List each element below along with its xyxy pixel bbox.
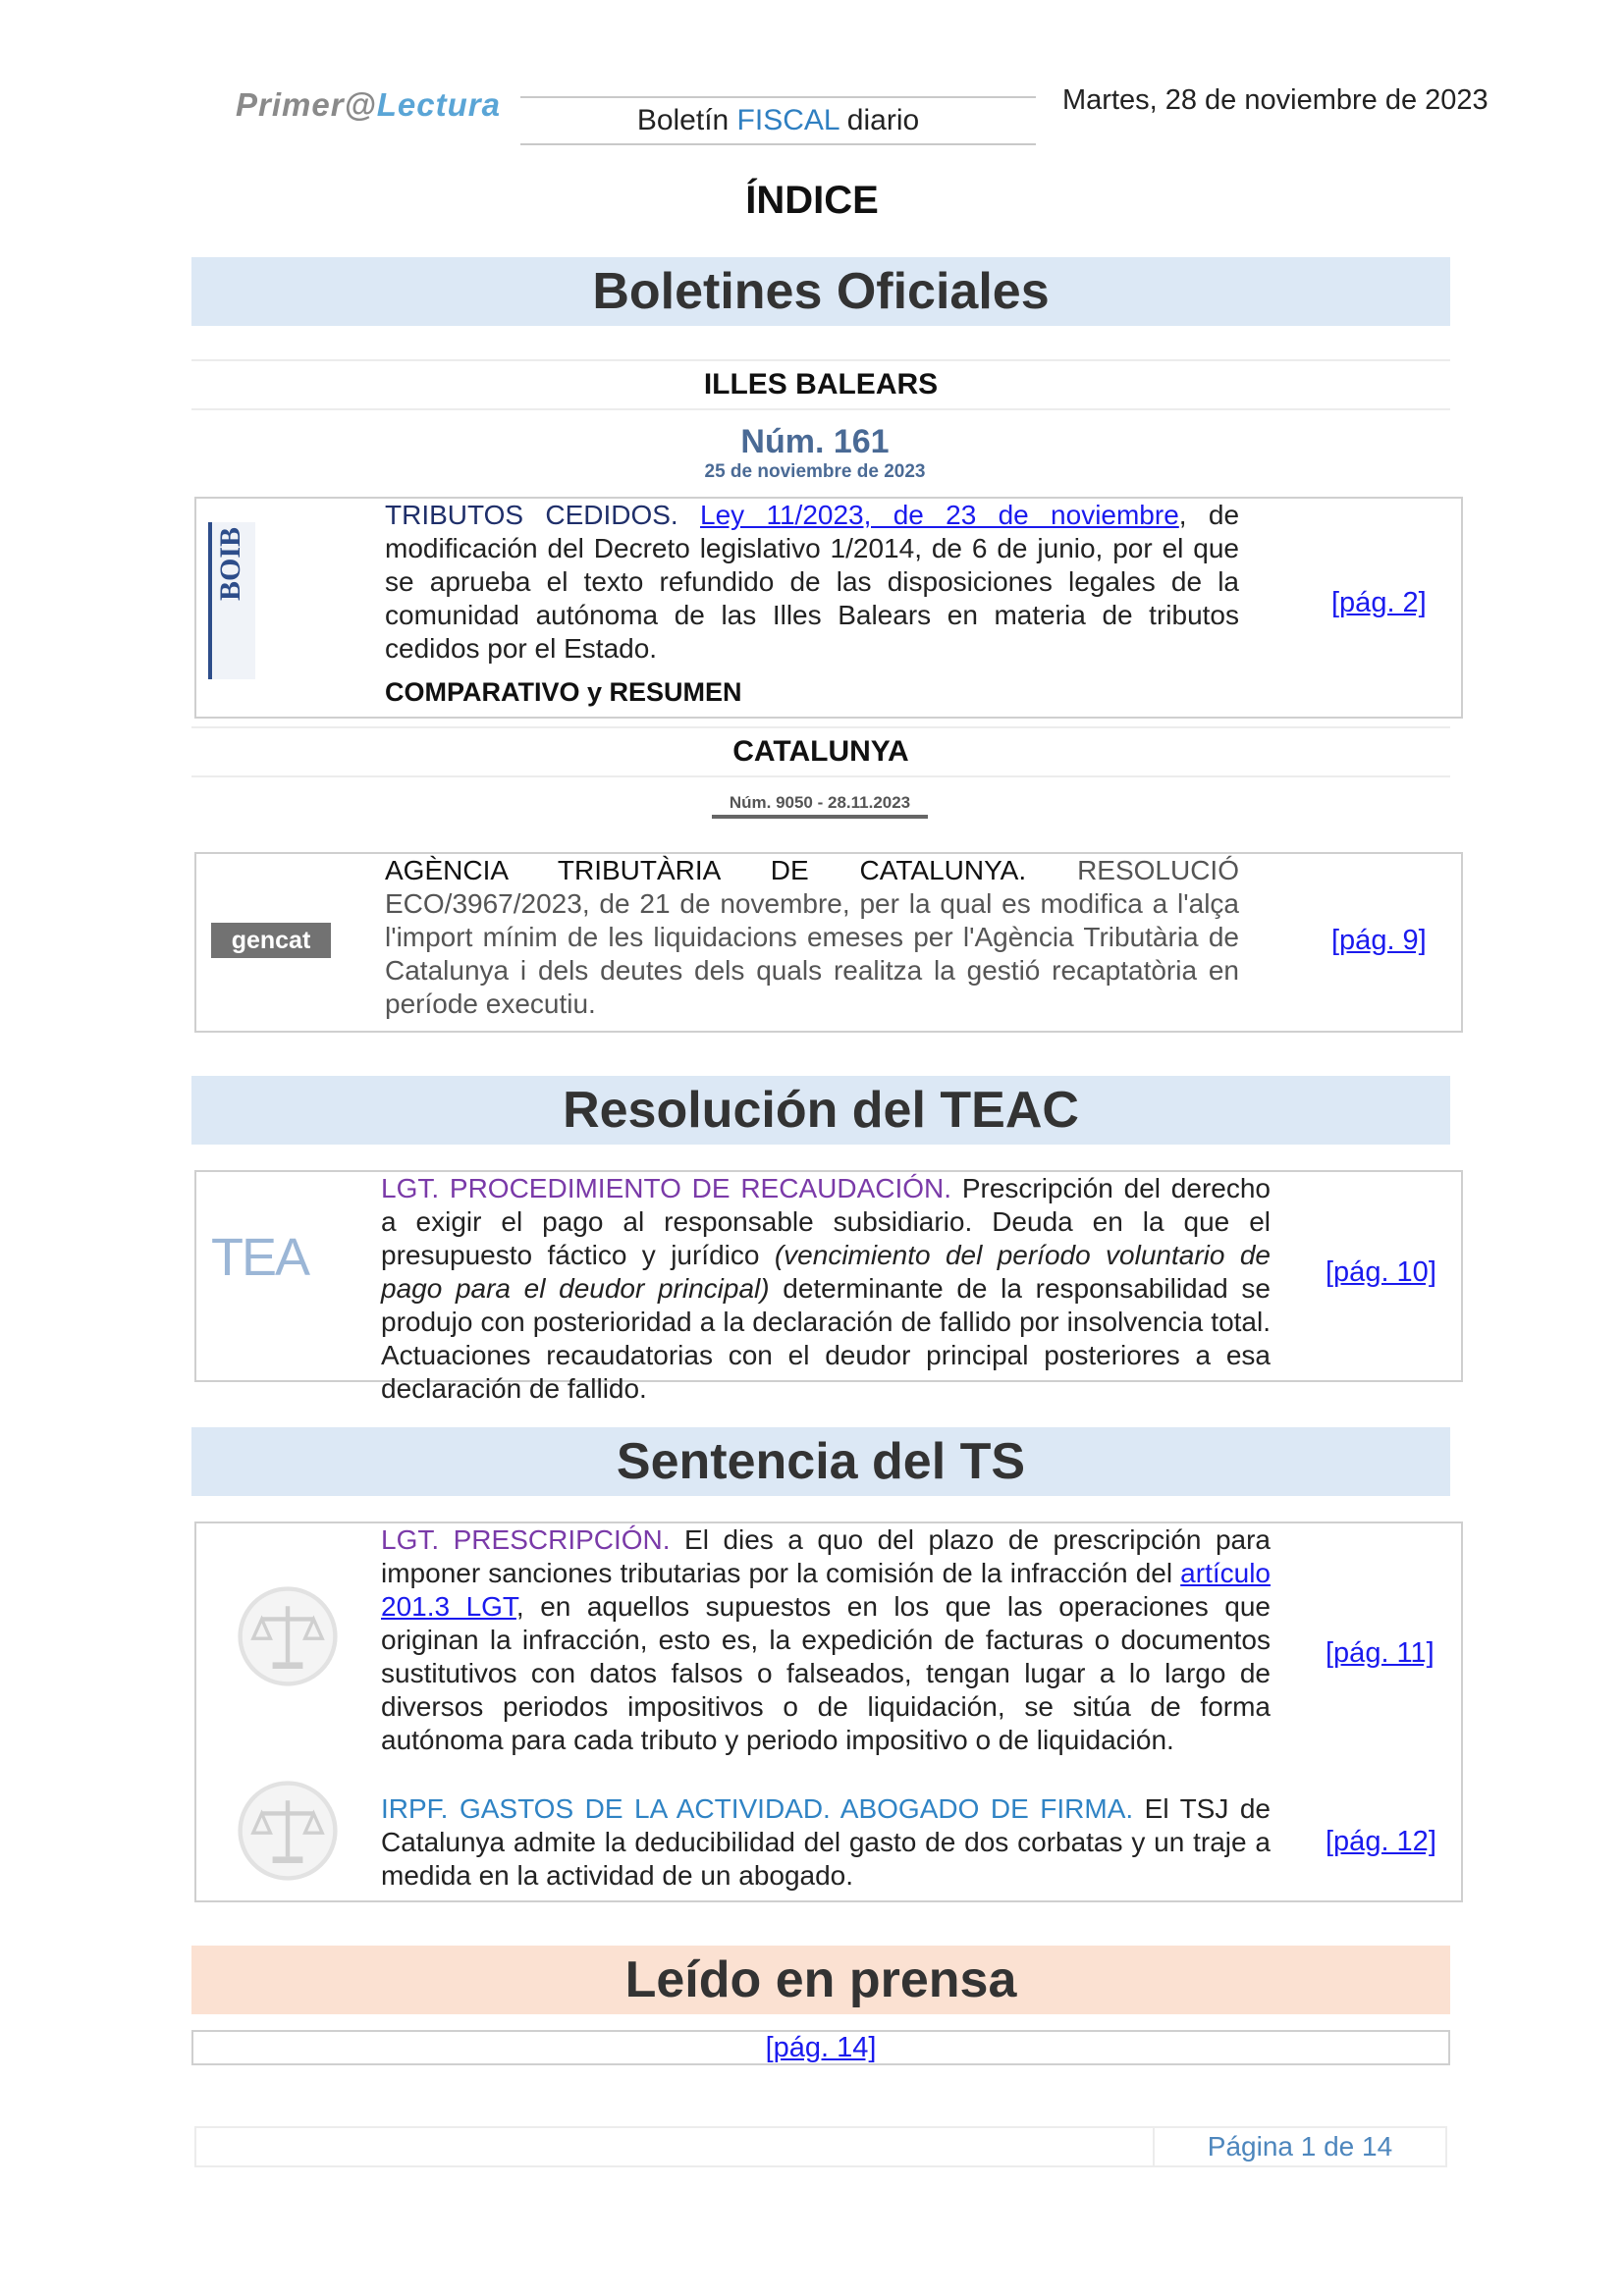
entry-text-balears [385,499,1239,709]
entry-text-teac [381,1172,1271,1406]
region-header-catalunya: CATALUNYA [191,726,1450,777]
entry-body-catalunya: ECO/3967/2023, de 21 de novembre, per la qual es modifica a l'alça l'import mínim de les liquidacions emeses per l'Agència Tributària de Catalunya i dels deutes dels quals realitza la gestió recaptatòria en període executiu. [385,888,1239,1019]
boib-logo [208,522,255,679]
boib-issue-number: Núm. 161 [740,423,890,460]
entry-body-balears: , de modificación del Decreto legislativo 1/2014, de 6 de junio, por el que se aprueba el texto refundido de las disposiciones legales de la comunidad autónoma de las Illes Balears en materia de tributos cedidos por el Estado. [385,500,1240,664]
entry-label-ts-2: IRPF. GASTOS DE LA ACTIVIDAD. ABOGADO DE FIRMA. [381,1793,1134,1824]
boib-issue-stamp [668,422,962,483]
page-link-12[interactable]: [pág. 12] [1326,1826,1436,1857]
boib-issue-date: 25 de noviembre de 2023 [704,461,926,482]
entry-box-ts [194,1522,1463,1902]
boib-logo-text: BOIB [214,526,246,601]
gencat-logo: gencat [211,923,331,958]
section-banner-prensa: Leído en prensa [191,1946,1450,2014]
entry-text-catalunya [385,854,1239,1021]
entry-label-rest-catalunya: RESOLUCIÓ [1026,855,1239,885]
entry-body-ts-1a: El dies a quo del plazo de prescripción para imponer sanciones tributarias por la comisión de la infracción del [381,1524,1271,1588]
brand-logo [236,86,501,124]
brand-part-1: Primer@ [236,86,377,123]
entry-box-catalunya [194,852,1463,1033]
entry-box-teac [194,1170,1463,1404]
entry-label-ts-1: LGT. PRESCRIPCIÓN. [381,1524,671,1555]
justice-scale-icon [234,1582,342,1690]
entry-italic-teac: (vencimiento del período voluntario de pago para el deudor principal) [381,1240,1271,1304]
entry-body-teac-1: Prescripción del derecho a exigir el pago al responsable subsidiario. Deuda en la que el presupuesto fáctico y jurídico [381,1173,1271,1270]
tea-logo: TEA [211,1228,309,1287]
entry-label-catalunya: AGÈNCIA TRIBUTÀRIA DE CATALUNYA. [385,855,1027,885]
article-link-201[interactable]: artículo 201.3 LGT [381,1558,1271,1622]
section-banner-ts: Sentencia del TS [191,1427,1450,1496]
entry-subtitle-balears: COMPARATIVO y RESUMEN [385,677,742,707]
dogc-issue-stamp: Núm. 9050 - 28.11.2023 [712,793,928,819]
page-link-9[interactable]: [pág. 9] [1331,925,1427,956]
entry-body-ts-1b: , en aquellos supuestos en los que las operaciones que originan la infracción, esto es, la expedición de facturas o documentos sustitutivos con datos falsos o falseados, tengan lugar a lo largo de diversos periodos impositivos o de liquidación, se sitúa de forma autónoma para cada tributo y periodo impositivo o de liquidación. [381,1591,1271,1755]
footer [194,2126,1447,2167]
index-title: ÍNDICE [745,179,879,222]
press-box [191,2030,1450,2065]
law-link-balears[interactable]: Ley 11/2023, de 23 de noviembre [700,500,1179,530]
entry-label-teac: LGT. PROCEDIMIENTO DE RECAUDACIÓN. [381,1173,952,1203]
entry-box-balears [194,497,1463,719]
bulletin-prefix: Boletín [636,104,737,136]
section-banner-teac: Resolución del TEAC [191,1076,1450,1145]
entry-label-balears: TRIBUTOS CEDIDOS. [385,500,678,530]
page-number: Página 1 de 14 [1153,2128,1445,2165]
bulletin-suffix: diario [839,104,920,136]
justice-scale-icon-2 [234,1777,342,1885]
header-date: Martes, 28 de noviembre de 2023 [1062,84,1489,116]
page-link-10[interactable]: [pág. 10] [1326,1256,1436,1288]
region-header-balears: ILLES BALEARS [191,359,1450,410]
entry-body-ts-2: El TSJ de Catalunya admite la deducibilidad del gasto de dos corbatas y un traje a medida en la actividad de un abogado. [381,1793,1271,1891]
entry-text-ts-1 [381,1523,1271,1757]
entry-text-ts-2 [381,1792,1271,1893]
page-link-11[interactable]: [pág. 11] [1326,1637,1435,1669]
page-link-14[interactable]: [pág. 14] [765,2032,877,2063]
brand-part-2: Lectura [376,86,501,123]
section-banner-boletines: Boletines Oficiales [191,257,1450,326]
entry-body-teac-2: determinante de la responsabilidad se produjo con posterioridad a la declaración de fallido por insolvencia total. Actuaciones recaudatorias con el deudor principal posteriores a esa declaración de fallido. [381,1273,1271,1404]
bulletin-title [520,96,1036,145]
page-link-2[interactable]: [pág. 2] [1331,587,1427,618]
bulletin-fiscal: FISCAL [736,104,839,136]
